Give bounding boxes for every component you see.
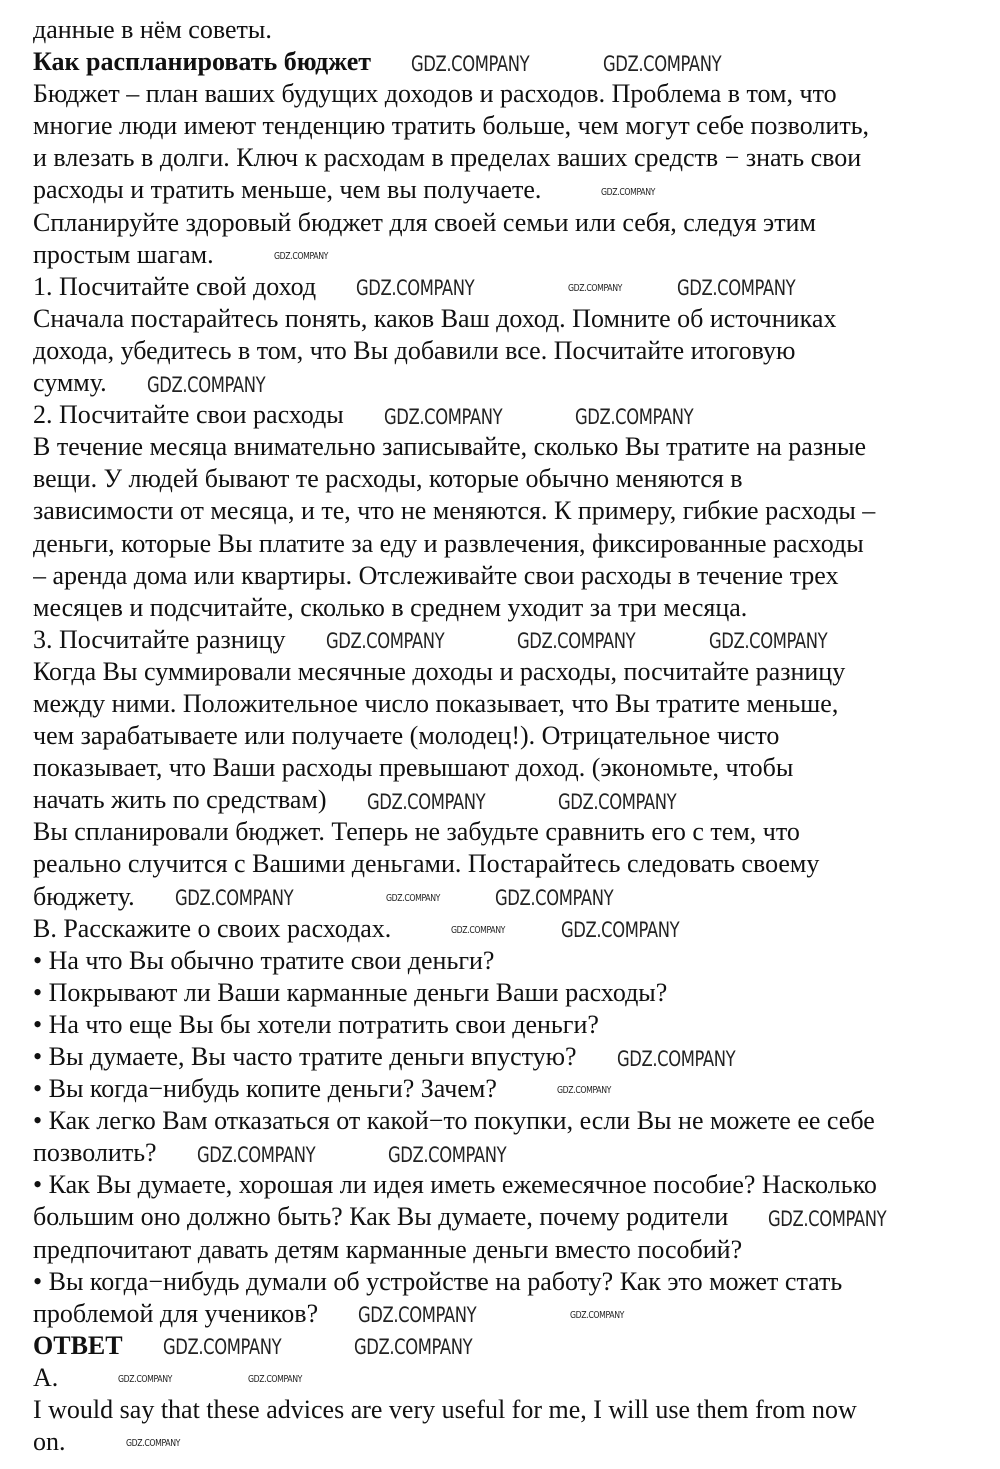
line-text: деньги, которые Вы платите за еду и развлечения, фиксированные расходы bbox=[33, 528, 864, 558]
text-line bbox=[33, 1041, 993, 1073]
watermark: GDZ.COMPANY bbox=[451, 924, 506, 936]
line-text: предпочитают давать детям карманные деньги вместо пособий? bbox=[33, 1234, 743, 1264]
line-text: • На что еще Вы бы хотели потратить свои деньги? bbox=[33, 1009, 599, 1039]
text-line bbox=[33, 720, 993, 752]
line-text: • На что Вы обычно тратите свои деньги? bbox=[33, 945, 495, 975]
text-line bbox=[33, 142, 993, 174]
line-text: • Как Вы думаете, хорошая ли идея иметь ежемесячное пособие? Насколько bbox=[33, 1170, 877, 1200]
line-text: реально случится с Вашими деньгами. Постарайтесь следовать своему bbox=[33, 849, 820, 879]
line-text: между ними. Положительное число показывает, что Вы тратите меньше, bbox=[33, 688, 839, 718]
watermark: GDZ.COMPANY bbox=[386, 892, 441, 904]
watermark: GDZ.COMPANY bbox=[162, 1335, 281, 1360]
line-text: • Вы когда−нибудь думали об устройстве на работу? Как это может стать bbox=[33, 1266, 843, 1296]
text-line bbox=[33, 592, 993, 624]
text-line bbox=[33, 1426, 993, 1458]
text-line bbox=[33, 1298, 993, 1330]
line-text: ОТВЕТ bbox=[33, 1330, 123, 1360]
line-text: расходы и тратить меньше, чем вы получаете. bbox=[33, 175, 542, 205]
line-text: 1. Посчитайте свой доход bbox=[33, 271, 317, 301]
heading-line bbox=[33, 46, 993, 78]
text-line bbox=[33, 239, 993, 271]
line-text: вещи. У людей бывают те расходы, которые обычно меняются в bbox=[33, 464, 743, 494]
watermark: GDZ.COMPANY bbox=[601, 186, 656, 198]
line-text: – аренда дома или квартиры. Отслеживайте свои расходы в течение трех bbox=[33, 560, 839, 590]
line-text: • Вы когда−нибудь копите деньги? Зачем? bbox=[33, 1074, 497, 1104]
text-line bbox=[33, 303, 993, 335]
line-text: B. Расскажите о своих расходах. bbox=[33, 913, 392, 943]
line-text: В течение месяца внимательно записывайте, сколько Вы тратите на разные bbox=[33, 432, 867, 462]
text-line bbox=[33, 207, 993, 239]
watermark: GDZ.COMPANY bbox=[196, 1142, 315, 1167]
line-text: бюджету. bbox=[33, 881, 135, 911]
heading-line bbox=[33, 1330, 993, 1362]
line-text: позволить? bbox=[33, 1138, 157, 1168]
line-text: показывает, что Ваши расходы превышают доход. (экономьте, чтобы bbox=[33, 753, 794, 783]
line-text: on. bbox=[33, 1427, 66, 1457]
watermark: GDZ.COMPANY bbox=[575, 404, 694, 429]
watermark: GDZ.COMPANY bbox=[125, 1438, 180, 1450]
line-text: данные в нём советы. bbox=[33, 15, 272, 44]
watermark: GDZ.COMPANY bbox=[146, 372, 265, 397]
watermark: GDZ.COMPANY bbox=[174, 886, 293, 911]
watermark: GDZ.COMPANY bbox=[616, 1046, 735, 1071]
watermark: GDZ.COMPANY bbox=[325, 629, 444, 654]
text-line bbox=[33, 1137, 993, 1169]
text-line bbox=[33, 688, 993, 720]
line-text: A. bbox=[33, 1362, 59, 1392]
text-line bbox=[33, 110, 993, 142]
text-line bbox=[33, 1105, 993, 1137]
line-text: Когда Вы суммировали месячные доходы и расходы, посчитайте разницу bbox=[33, 656, 846, 686]
text-line bbox=[33, 1234, 993, 1266]
text-line bbox=[33, 367, 993, 399]
watermark: GDZ.COMPANY bbox=[569, 1309, 624, 1321]
line-text: • Вы думаете, Вы часто тратите деньги впустую? bbox=[33, 1042, 577, 1071]
text-line bbox=[33, 14, 993, 46]
text-line bbox=[33, 848, 993, 880]
line-text: большим оно должно быть? Как Вы думаете, почему родители bbox=[33, 1202, 729, 1232]
line-text: 3. Посчитайте разницу bbox=[33, 624, 286, 654]
text-line bbox=[33, 431, 993, 463]
text-line bbox=[33, 784, 993, 816]
text-line bbox=[33, 1362, 993, 1394]
text-line bbox=[33, 174, 993, 206]
text-line bbox=[33, 1394, 993, 1426]
text-line bbox=[33, 945, 993, 977]
line-text: I would say that these advices are very useful for me, I will use them from now bbox=[33, 1395, 857, 1425]
text-line bbox=[33, 495, 993, 527]
line-text: сумму. bbox=[33, 368, 107, 398]
watermark: GDZ.COMPANY bbox=[354, 1335, 473, 1360]
watermark: GDZ.COMPANY bbox=[567, 282, 622, 294]
text-line bbox=[33, 335, 993, 367]
line-text: Вы спланировали бюджет. Теперь не забудьте сравнить его с тем, что bbox=[33, 817, 800, 847]
line-text: Как распланировать бюджет bbox=[33, 47, 372, 77]
line-text: Бюджет – план ваших будущих доходов и расходов. Проблема в том, что bbox=[33, 79, 837, 109]
text-line bbox=[33, 463, 993, 495]
watermark: GDZ.COMPANY bbox=[358, 1303, 477, 1328]
watermark: GDZ.COMPANY bbox=[383, 404, 502, 429]
watermark: GDZ.COMPANY bbox=[768, 1207, 887, 1231]
text-line bbox=[33, 399, 993, 431]
watermark: GDZ.COMPANY bbox=[517, 629, 636, 654]
text-line bbox=[33, 1009, 993, 1041]
line-text: • Как легко Вам отказаться от какой−то покупки, если Вы не можете ее себе bbox=[33, 1106, 875, 1136]
text-line bbox=[33, 1266, 993, 1298]
watermark: GDZ.COMPANY bbox=[388, 1142, 507, 1167]
line-text: и влезать в долги. Ключ к расходам в пределах ваших средств − знать свои bbox=[33, 143, 862, 173]
watermark: GDZ.COMPANY bbox=[560, 918, 679, 943]
text-line bbox=[33, 752, 993, 784]
watermark: GDZ.COMPANY bbox=[366, 789, 485, 814]
text-line bbox=[33, 816, 993, 848]
text-line bbox=[33, 881, 993, 913]
watermark: GDZ.COMPANY bbox=[558, 789, 677, 814]
line-text: Спланируйте здоровый бюджет для своей семьи или себя, следуя этим bbox=[33, 207, 816, 237]
line-text: зависимости от месяца, и те, что не меняются. К примеру, гибкие расходы – bbox=[33, 496, 876, 526]
line-text: Сначала постарайтесь понять, каков Ваш доход. Помните об источниках bbox=[33, 303, 837, 333]
watermark: GDZ.COMPANY bbox=[273, 250, 328, 262]
text-line bbox=[33, 1169, 993, 1201]
watermark: GDZ.COMPANY bbox=[708, 629, 827, 654]
watermark: GDZ.COMPANY bbox=[118, 1373, 173, 1385]
text-line bbox=[33, 528, 993, 560]
watermark: GDZ.COMPANY bbox=[676, 276, 796, 301]
line-text: многие люди имеют тенденцию тратить больше, чем могут себе позволить, bbox=[33, 111, 870, 141]
text-line bbox=[33, 560, 993, 592]
line-text: • Покрывают ли Ваши карманные деньги Ваши расходы? bbox=[33, 977, 668, 1007]
text-line bbox=[33, 977, 993, 1009]
watermark: GDZ.COMPANY bbox=[356, 276, 475, 301]
watermark: GDZ.COMPANY bbox=[495, 886, 614, 911]
text-line bbox=[33, 656, 993, 688]
line-text: начать жить по средствам) bbox=[33, 785, 327, 815]
line-text: месяцев и подсчитайте, сколько в среднем уходит за три месяца. bbox=[33, 592, 748, 622]
watermark: GDZ.COMPANY bbox=[247, 1373, 302, 1385]
text-line bbox=[33, 78, 993, 110]
watermark: GDZ.COMPANY bbox=[556, 1085, 611, 1097]
line-text: проблемой для учеников? bbox=[33, 1298, 319, 1328]
text-line bbox=[33, 624, 993, 656]
text-line bbox=[33, 1073, 993, 1105]
text-line bbox=[33, 271, 993, 303]
text-line bbox=[33, 913, 993, 945]
text-line bbox=[33, 1201, 993, 1233]
line-text: 2. Посчитайте свои расходы bbox=[33, 400, 344, 430]
line-text: дохода, убедитесь в том, что Вы добавили все. Посчитайте итоговую bbox=[33, 335, 796, 365]
line-text: простым шагам. bbox=[33, 239, 214, 269]
line-text: чем зарабатываете или получаете (молодец!). Отрицательное чисто bbox=[33, 721, 780, 751]
watermark: GDZ.COMPANY bbox=[411, 51, 530, 76]
watermark: GDZ.COMPANY bbox=[602, 51, 721, 76]
document-body bbox=[33, 14, 993, 1458]
